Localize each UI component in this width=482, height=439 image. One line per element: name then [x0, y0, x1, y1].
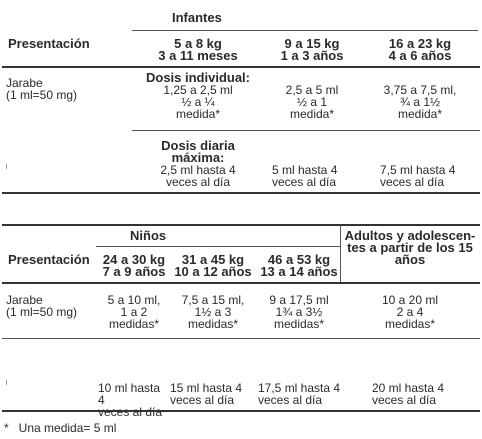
- dose-text: medidas*: [384, 317, 436, 331]
- dose-text: ¾ a 1½: [399, 95, 441, 109]
- dose-text: medida*: [397, 107, 443, 121]
- table2-dose-2: [170, 294, 256, 330]
- table2-col-3-age: 13 a 14 años: [260, 264, 338, 279]
- table2-header-rule: [2, 282, 480, 284]
- dose-text: veces al día: [380, 175, 445, 189]
- dose-text: ½ a 1: [296, 95, 328, 109]
- dose-text: 9 a 17,5 ml: [269, 293, 329, 307]
- table2-col-1-weight: 24 a 30 kg: [102, 252, 166, 267]
- dosis-maxima-label-1: Dosis diaria: [161, 138, 235, 153]
- dosis-individual-label: Dosis individual:: [145, 70, 250, 85]
- table2-dose-3: [256, 294, 342, 330]
- table1-max-2: [272, 164, 337, 188]
- table2-col-1: [94, 254, 174, 278]
- table1-max-1: [130, 140, 266, 188]
- table2-dose-4: [340, 294, 480, 330]
- row-marker: [6, 380, 7, 385]
- dose-text: veces al día: [272, 175, 337, 189]
- table2-col-3-weight: 46 a 53 kg: [267, 252, 331, 267]
- dose-text: medida*: [175, 107, 221, 121]
- dose-text: ½ a ¼: [181, 95, 215, 109]
- table1-col-2: [252, 38, 372, 62]
- dose-text: 2,5 a 5 ml: [285, 83, 339, 97]
- table1-dose-3: [362, 84, 478, 120]
- table1-max-3: [380, 164, 455, 188]
- dose-text: 10 a 20 ml: [381, 293, 439, 307]
- table2-col-1-age: 7 a 9 años: [102, 264, 166, 279]
- dose-text: 20 ml hasta 4: [372, 381, 445, 395]
- adultos-header-line: años: [394, 252, 426, 267]
- dose-text: 2 a 4: [396, 305, 424, 319]
- table1-dose-2: [252, 84, 372, 120]
- table1-col-1-weight: 5 a 8 kg: [174, 36, 222, 51]
- table1-row-label-conc: (1 ml=50 mg): [6, 88, 78, 102]
- table2-col-2-weight: 31 a 45 kg: [181, 252, 245, 267]
- table1-header-rule: [2, 66, 480, 68]
- table1-col-3-age: 4 a 6 años: [388, 48, 452, 63]
- table1-col-1: [130, 38, 266, 62]
- dose-text: 1,25 a 2,5 ml: [163, 83, 233, 97]
- dose-text: veces al día: [258, 393, 323, 406]
- dose-text: 5 ml hasta 4: [272, 163, 338, 177]
- table2-col-3: [256, 254, 342, 278]
- table1-dose-1: [130, 72, 266, 120]
- table2-row-label: [6, 294, 77, 318]
- dosis-maxima-label-2: máxima:: [171, 150, 225, 165]
- dose-text: 17,5 ml hasta 4: [258, 382, 341, 395]
- table1-col-3-weight: 16 a 23 kg: [388, 36, 452, 51]
- dose-text: 7,5 a 15 ml,: [181, 293, 245, 307]
- dose-text: 1½ a 3: [194, 305, 232, 319]
- adultos-header-line: tes a partir de los 15: [347, 240, 473, 255]
- table1-mid-rule: [132, 130, 480, 131]
- dose-text: veces al día: [372, 393, 437, 407]
- adultos-header-line: Adultos y adolescen-: [344, 228, 476, 243]
- table2-col-2: [170, 254, 256, 278]
- dose-text: veces al día: [170, 393, 235, 406]
- dose-text: 1 a 2: [120, 305, 148, 319]
- dose-text: 5 a 10 ml,: [107, 293, 161, 307]
- table1-row-label: [6, 77, 77, 101]
- dose-text: medidas*: [187, 317, 239, 331]
- table1-bottom-rule: [2, 192, 480, 194]
- dose-text: 3,75 a 7,5 ml,: [383, 83, 457, 97]
- table2-top-rule: [2, 224, 480, 226]
- table1-col-2-age: 1 a 3 años: [280, 48, 344, 63]
- table1-col-2-weight: 9 a 15 kg: [284, 36, 340, 51]
- row-marker: [6, 164, 7, 169]
- table2-bottom-rule: [2, 410, 480, 412]
- dose-text: medida*: [289, 107, 335, 121]
- footnote: * Una medida= 5 ml: [4, 421, 117, 435]
- dose-text: 15 ml hasta 4: [170, 382, 243, 395]
- dose-text: veces al día: [98, 405, 163, 418]
- table2-vertical-rule: [340, 225, 341, 282]
- dose-text: 10 ml hasta 4: [98, 382, 161, 407]
- table1-col-3: [362, 38, 478, 62]
- dose-text: medidas*: [273, 317, 325, 331]
- table2-group-header-adultos: [340, 230, 480, 266]
- table2-mid-rule: [2, 338, 480, 339]
- table2-max-3: [258, 382, 344, 406]
- table2-col-presentacion: Presentación: [8, 252, 90, 267]
- table2-max-2: [170, 382, 256, 406]
- table2-group-header-ninos: Niños: [130, 228, 167, 243]
- table2-dose-1: [94, 294, 174, 330]
- table1-col-1-age: 3 a 11 meses: [158, 48, 238, 63]
- table2-max-4: [372, 382, 444, 406]
- table2-col-2-age: 10 a 12 años: [174, 264, 252, 279]
- table2-group-rule: [96, 246, 340, 247]
- table1-col-presentacion: Presentación: [8, 36, 90, 51]
- table1-group-header: Infantes: [172, 10, 222, 25]
- table1-row-label-jarabe: Jarabe: [6, 76, 43, 90]
- table1-group-rule: [132, 30, 478, 31]
- dose-text: 7,5 ml hasta 4: [380, 163, 456, 177]
- dose-text: medidas*: [108, 317, 160, 331]
- table2-row-label-jarabe: Jarabe: [6, 293, 43, 307]
- dose-text: 2,5 ml hasta 4: [160, 163, 236, 177]
- table2-row-label-conc: (1 ml=50 mg): [6, 305, 78, 319]
- dose-text: 1¾ a 3½: [275, 305, 323, 319]
- dose-text: veces al día: [165, 175, 231, 189]
- table2-max-1: [98, 382, 170, 418]
